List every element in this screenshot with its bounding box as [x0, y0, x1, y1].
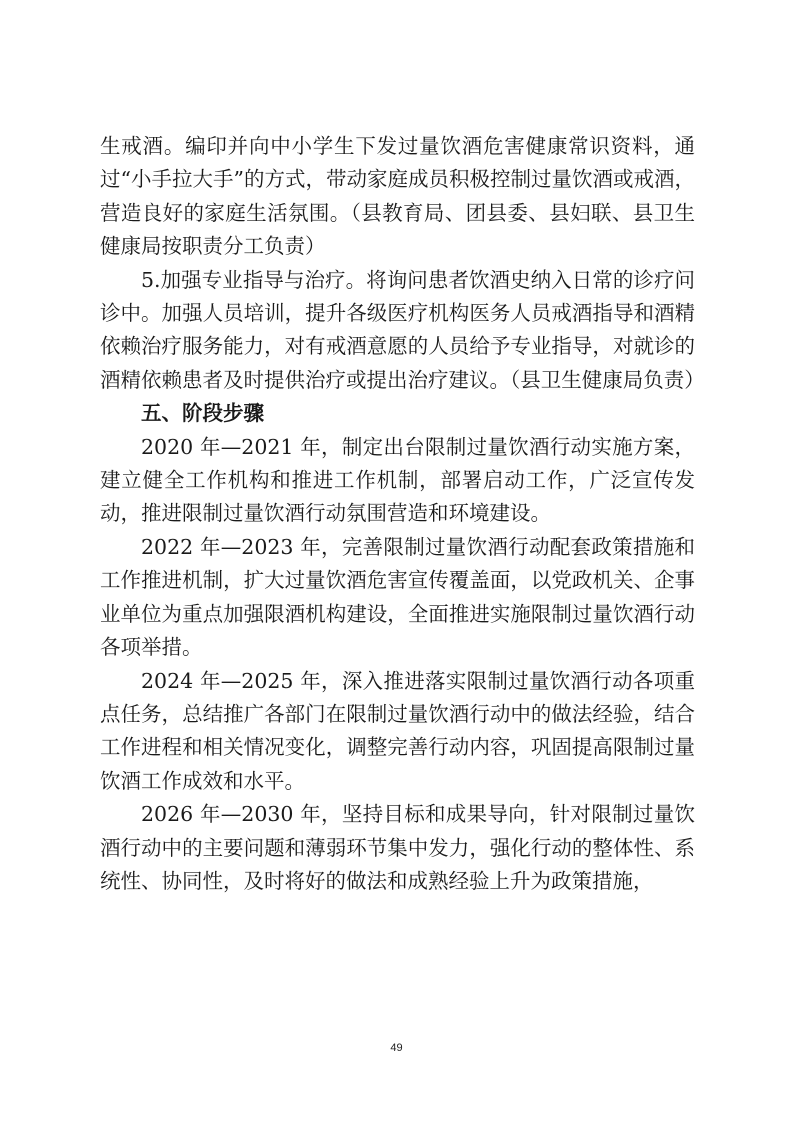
paragraph-stage-2024: 2024 年—2025 年，深入推进落实限制过量饮酒行动各项重点任务，总结推广各部门在限制过量饮酒行动中的做法经验，结合工作进程和相关情况变化，调整完善行动内容，巩固提高限制过量饮酒工作成效和水平。 — [100, 668, 695, 793]
document-body — [100, 130, 705, 898]
paragraph-continuation: 生戒酒。编印并向中小学生下发过量饮酒危害健康常识资料，通过“小手拉大手”的方式，带动家庭成员积极控制过量饮酒或戒酒，营造良好的家庭生活氛围。（县教育局、团县委、县妇联、县卫生健康局按职责分工负责） — [100, 134, 695, 259]
paragraph-professional-guidance: 5.加强专业指导与治疗。将询问患者饮酒史纳入日常的诊疗问诊中。加强人员培训，提升各级医疗机构医务人员戒酒指导和酒精依赖治疗服务能力，对有戒酒意愿的人员给予专业指导，对就诊的酒精依赖患者及时提供治疗或提出治疗建议。（县卫生健康局负责） — [100, 267, 705, 392]
section-heading: 五、阶段步骤 — [141, 401, 264, 426]
page-number: 49 — [390, 1042, 403, 1054]
paragraph-stage-2022: 2022 年—2023 年，完善限制过量饮酒行动配套政策措施和工作推进机制，扩大过量饮酒危害宣传覆盖面，以党政机关、企事业单位为重点加强限酒机构建设，全面推进实施限制过量饮酒行动各项举措。 — [100, 534, 695, 660]
paragraph-stage-2026: 2026 年—2030 年，坚持目标和成果导向，针对限制过量饮酒行动中的主要问题和薄弱环节集中发力，强化行动的整体性、系统性、协同性，及时将好的做法和成熟经验上升为政策措施， — [100, 802, 695, 893]
paragraph-stage-2020: 2020 年—2021 年，制定出台限制过量饮酒行动实施方案，建立健全工作机构和推进工作机制，部署启动工作，广泛宣传发动，推进限制过量饮酒行动氛围营造和环境建设。 — [100, 434, 695, 526]
